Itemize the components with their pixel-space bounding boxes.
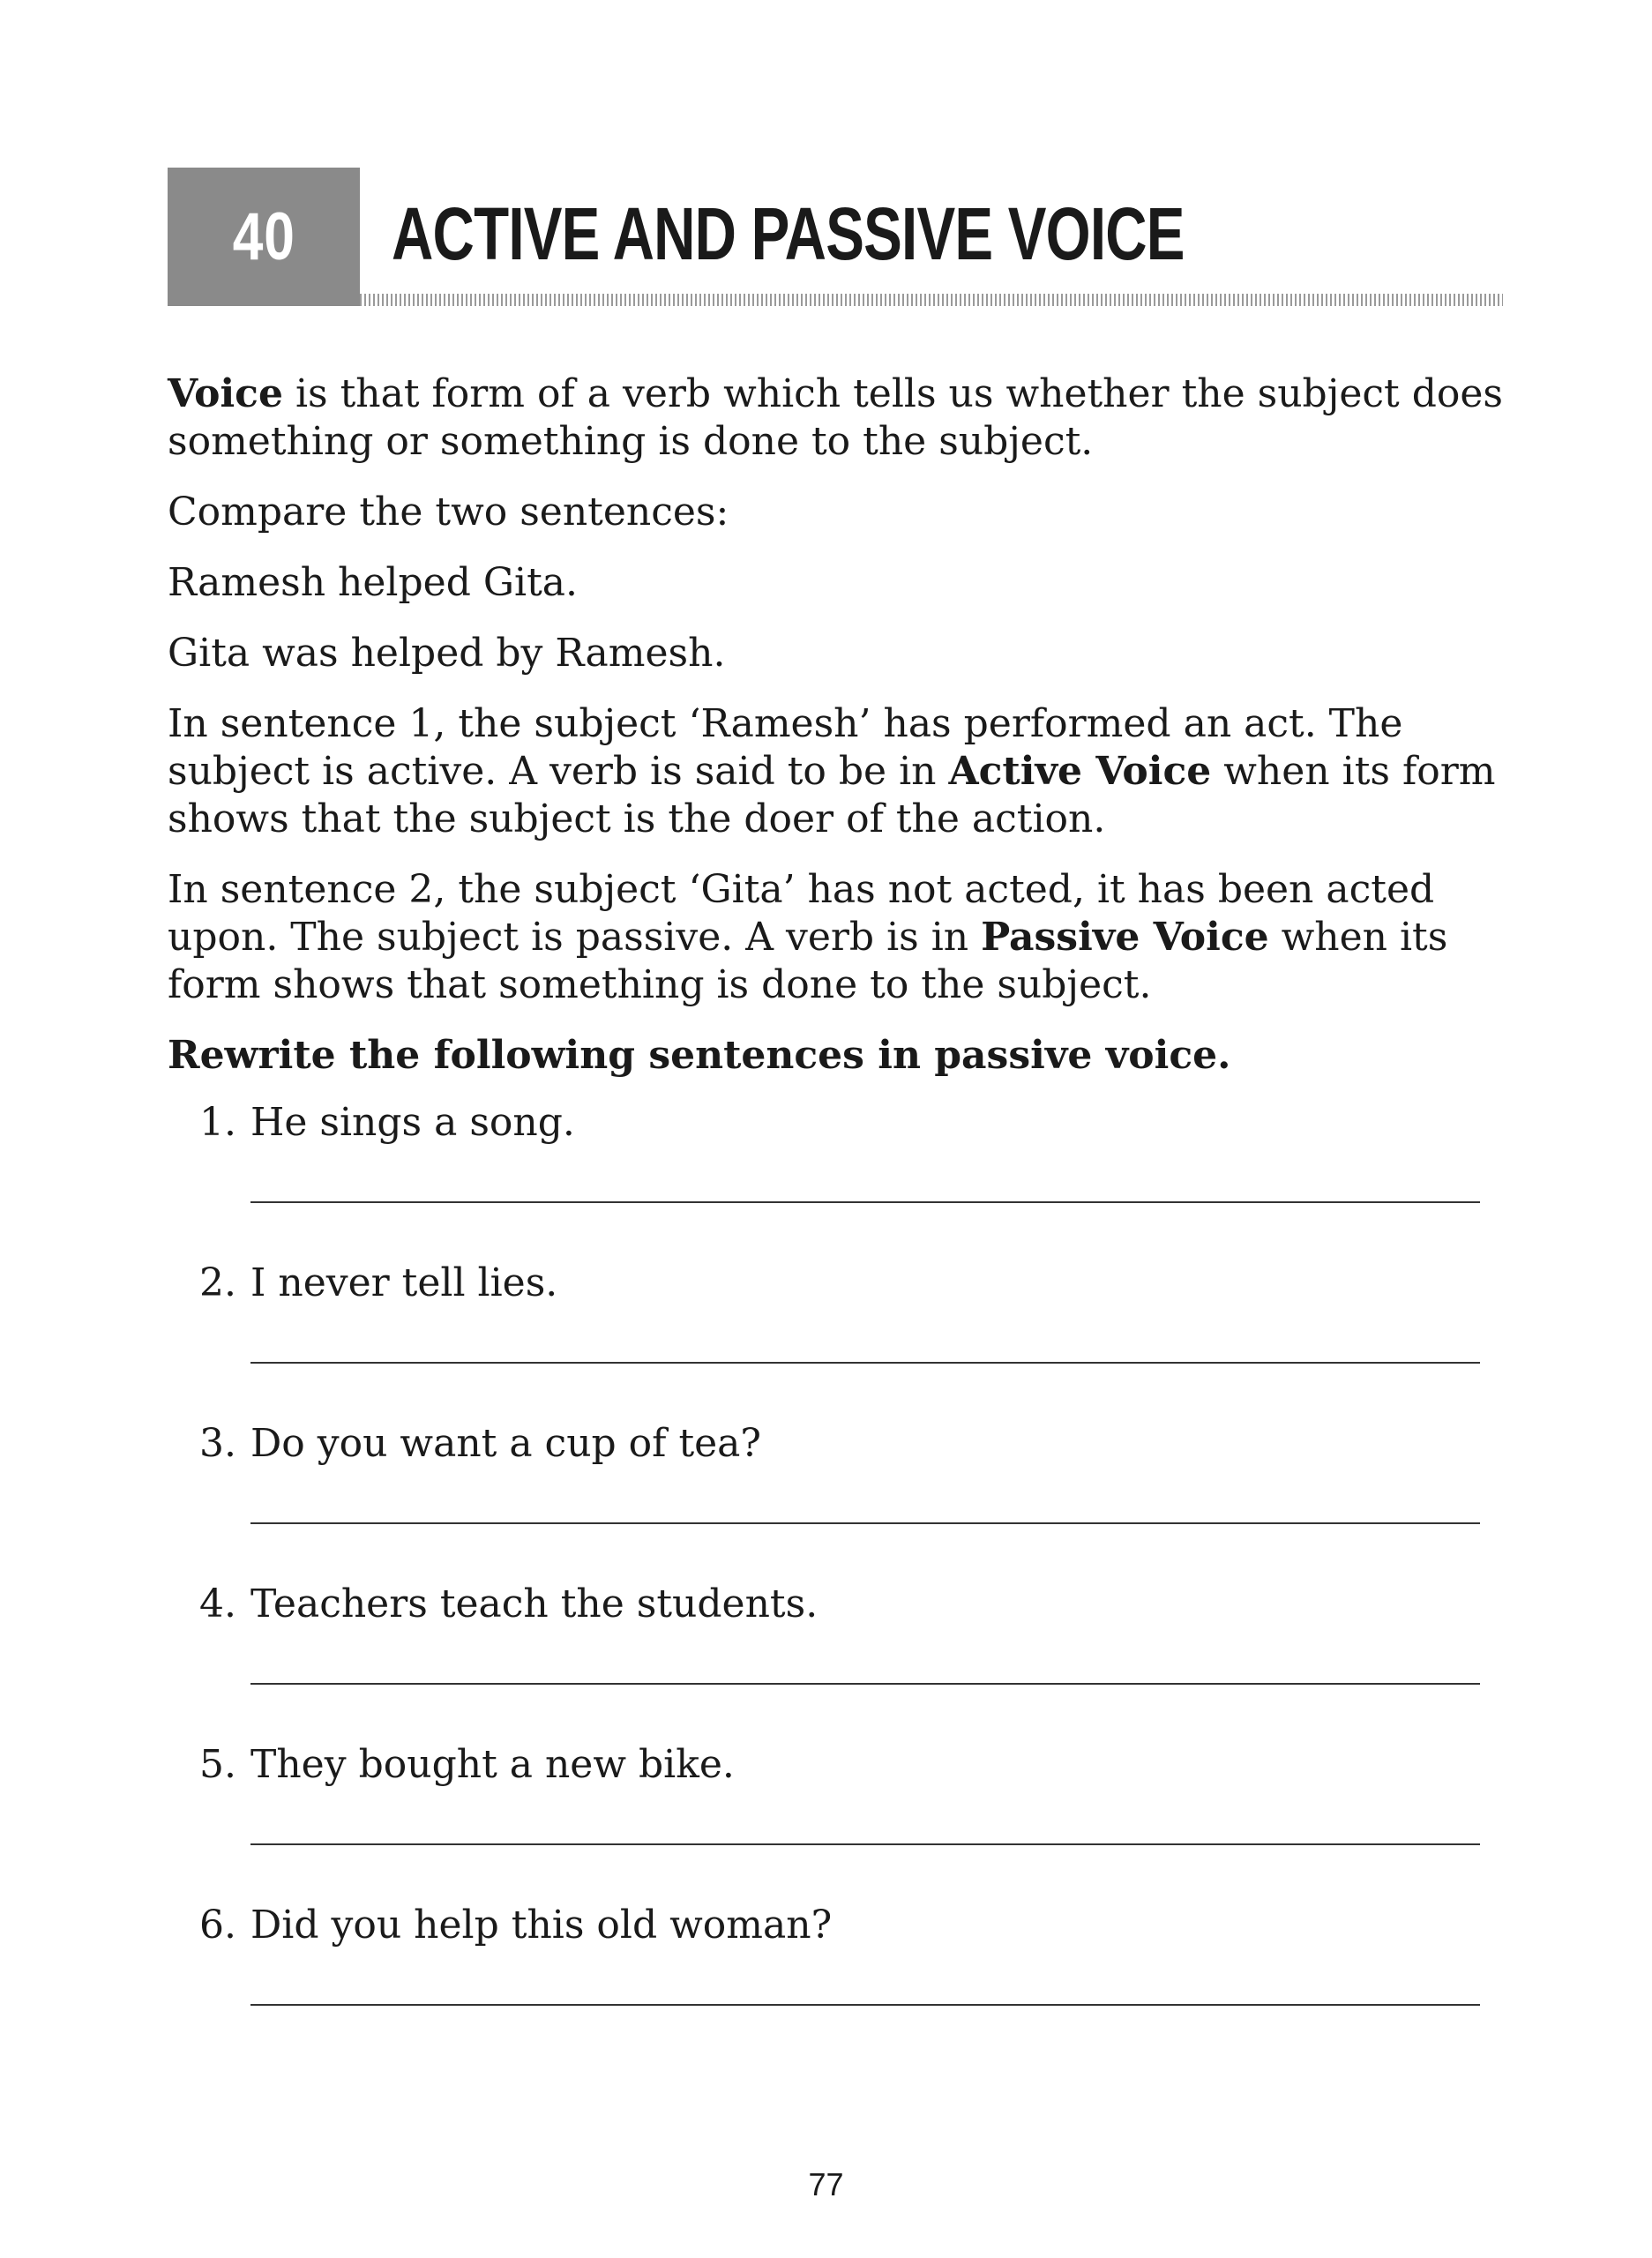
answer-line-1[interactable] [250, 1201, 1480, 1203]
answer-line-3[interactable] [250, 1522, 1480, 1524]
compare-text: Compare the two sentences: [168, 490, 729, 535]
exercise-sentence: I never tell lies. [250, 1260, 558, 1305]
exercise-item-3 [168, 1420, 1508, 1581]
exercise-item-2 [168, 1260, 1508, 1420]
active-explanation-end: when its form shows that the subject is the doer of the action. [168, 749, 1496, 841]
exercise-sentence: Teachers teach the students. [250, 1581, 819, 1626]
exercise-sentence: He sings a song. [250, 1100, 575, 1145]
exercise-number: 3. [199, 1421, 236, 1466]
example-sentence-1: Ramesh helped Gita. [168, 560, 578, 605]
voice-definition-text: is that form of a verb which tells us whether the subject does something or something is done to the subject. [168, 371, 1503, 464]
exercise-number: 1. [199, 1100, 236, 1145]
exercise-item-4 [168, 1581, 1508, 1741]
answer-line-4[interactable] [250, 1683, 1480, 1685]
voice-term: Voice [168, 371, 283, 416]
exercise-sentence: Did you help this old woman? [250, 1903, 833, 1948]
exercise-instruction: Rewrite the following sentences in passive voice. [168, 1033, 1231, 1078]
exercise-sentence: They bought a new bike. [250, 1742, 735, 1787]
active-voice-term: Active Voice [948, 749, 1212, 794]
page-content [168, 370, 1508, 2062]
chapter-title: ACTIVE AND PASSIVE VOICE [392, 192, 1185, 275]
exercise-item-5 [168, 1741, 1508, 1902]
passive-explanation-end: when its form shows that something is done to the subject. [168, 915, 1448, 1007]
chapter-number: 40 [232, 199, 295, 274]
answer-line-2[interactable] [250, 1362, 1480, 1364]
exercise-number: 5. [199, 1742, 236, 1787]
answer-line-5[interactable] [250, 1843, 1480, 1845]
exercise-number: 2. [199, 1260, 236, 1305]
page-number: 77 [808, 2166, 844, 2202]
exercise-list [168, 1099, 1508, 2062]
answer-line-6[interactable] [250, 2004, 1480, 2006]
exercise-number: 6. [199, 1903, 236, 1948]
passive-voice-term: Passive Voice [981, 915, 1269, 960]
exercise-item-1 [168, 1099, 1508, 1260]
chapter-number-box [168, 168, 360, 306]
passive-explanation-start: In sentence 2, the subject ‘Gita’ has not acted, it has been acted upon. The subject is passive. A verb is in [168, 867, 1435, 960]
exercise-item-6 [168, 1902, 1508, 2062]
example-sentence-2: Gita was helped by Ramesh. [168, 631, 726, 676]
title-underline-rule [360, 294, 1503, 306]
exercise-sentence: Do you want a cup of tea? [250, 1421, 761, 1466]
voice-definition [168, 370, 1508, 466]
exercise-number: 4. [199, 1581, 236, 1626]
passive-voice-explanation [168, 866, 1508, 1009]
active-explanation-start: In sentence 1, the subject ‘Ramesh’ has performed an act. The subject is active. A verb is said to be in [168, 701, 1403, 794]
active-voice-explanation [168, 700, 1508, 843]
